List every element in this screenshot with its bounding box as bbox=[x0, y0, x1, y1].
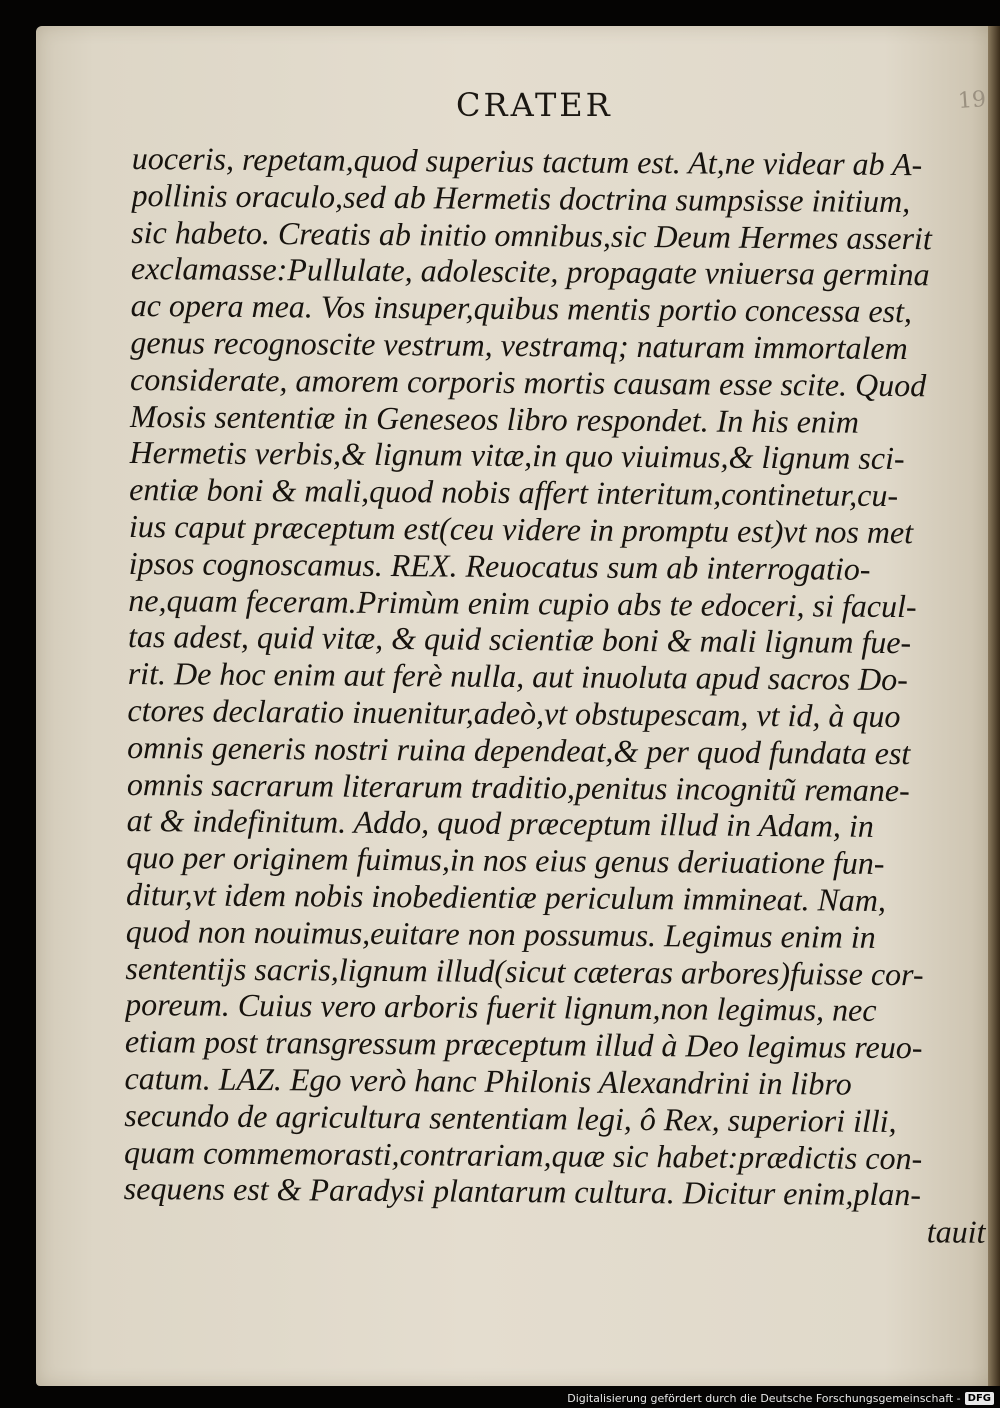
text-line: tauit bbox=[926, 1213, 986, 1250]
text-line: quod non nouimus,euitare non possumus. Legimus enim in bbox=[125, 912, 876, 955]
text-line: considerate, amorem corporis mortis causam esse scite. Quod bbox=[129, 360, 927, 404]
text-line: ac opera mea. Vos insuper,quibus mentis portio concessa est, bbox=[130, 287, 913, 330]
text-line: Hermetis verbis,& lignum vitæ,in quo viuimus,& lignum sci- bbox=[129, 434, 905, 477]
text-line: ius caput præceptum est(ceu videre in promptu est)vt nos met bbox=[128, 507, 914, 551]
text-line: quo per originem fuimus,in nos eius genus deriuatione fun- bbox=[126, 839, 885, 882]
text-line: rit. De hoc enim aut ferè nulla, aut inuoluta apud sacros Do- bbox=[127, 655, 909, 698]
text-line: omnis sacrarum literarum traditio,penitus incognitũ remane- bbox=[126, 765, 910, 808]
text-line: uoceris, repetam,quod superius tactum est. At,ne videar ab A- bbox=[131, 140, 923, 183]
text-line: sententijs sacris,lignum illud(sicut cæteras arbores)fuisse cor- bbox=[125, 949, 924, 992]
text-line: genus recognoscite vestrum, vestramq; naturam immortalem bbox=[130, 323, 908, 367]
text-line: ditur,vt idem nobis inobedientiæ periculum immineat. Nam, bbox=[125, 875, 887, 918]
text-line: pollinis oraculo,sed ab Hermetis doctrina sumpsisse initium, bbox=[131, 176, 911, 219]
text-line: at & indefinitum. Addo, quod præceptum illud in Adam, in bbox=[126, 802, 875, 845]
text-line: quam commemorasti,contrariam,quæ sic habet:prædictis con- bbox=[123, 1133, 923, 1176]
text-line: entiæ boni & mali,quod nobis affert interitum,continetur,cu- bbox=[129, 471, 899, 514]
page-number: 19 bbox=[957, 87, 987, 114]
book-page bbox=[36, 26, 1000, 1386]
text-line: sic habeto. Creatis ab initio omnibus,sic Deum Hermes asserit bbox=[131, 213, 932, 256]
text-line: omnis generis nostri ruina dependeat,& per quod fundata est bbox=[127, 728, 911, 771]
text-line: poreum. Cuius vero arboris fuerit lignum,non legimus, nec bbox=[125, 986, 877, 1029]
digitization-credit bbox=[567, 1390, 994, 1406]
text-line: etiam post transgressum præceptum illud à Deo legimus reuo- bbox=[124, 1023, 923, 1066]
text-line: catum. LAZ. Ego verò hanc Philonis Alexandrini in libro bbox=[124, 1059, 852, 1102]
dfg-logo-icon: DFG bbox=[965, 1392, 994, 1405]
text-line: ctores declaratio inuenitur,adeò,vt obstupescam, vt id, à quo bbox=[127, 691, 901, 735]
text-line: tas adest, quid vitæ, & quid scientiæ boni & mali lignum fue- bbox=[127, 618, 912, 661]
text-line: secundo de agricultura sententiam legi, ô Rex, superiori illi, bbox=[124, 1096, 897, 1139]
text-line: ne,quam feceram.Primùm enim cupio abs te edoceri, si facul- bbox=[128, 581, 917, 624]
text-line: Mosis sententiæ in Geneseos libro respondet. In his enim bbox=[129, 397, 860, 440]
text-line: sequens est & Paradysi plantarum cultura. Dicitur enim,plan- bbox=[123, 1170, 922, 1213]
credit-text: Digitalisierung gefördert durch die Deutsche Forschungsgemeinschaft - bbox=[567, 1391, 961, 1405]
text-line: exclamasse:Pullulate, adolescite, propagate vniuersa germina bbox=[130, 250, 930, 293]
running-head: CRATER bbox=[456, 86, 613, 124]
text-line: ipsos cognoscamus. REX. Reuocatus sum ab interrogatio- bbox=[128, 544, 871, 587]
text-block bbox=[123, 140, 1000, 1251]
